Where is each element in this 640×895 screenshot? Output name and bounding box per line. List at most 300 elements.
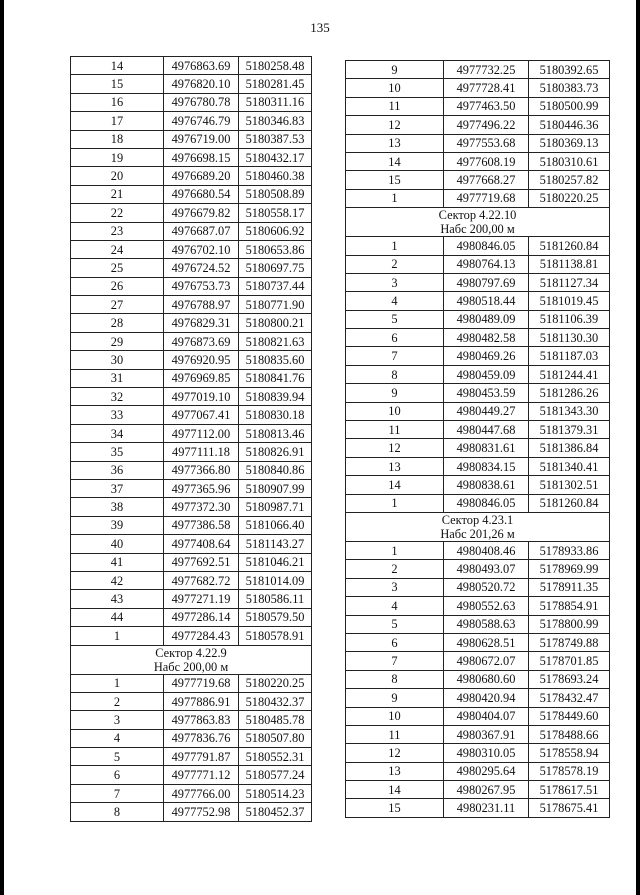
- point-number-cell: 9: [346, 689, 444, 707]
- table-row: [346, 476, 610, 494]
- y-coordinate-cell: 5178449.60: [529, 707, 610, 725]
- point-number-cell: 7: [346, 347, 444, 365]
- table-row: [346, 762, 610, 780]
- y-coordinate-cell: 5180460.38: [239, 167, 312, 185]
- y-coordinate-cell: 5180771.90: [239, 296, 312, 314]
- table-row: [71, 93, 312, 111]
- point-number-cell: 11: [346, 97, 444, 115]
- point-number-cell: 1: [71, 674, 164, 692]
- section-header-row: [346, 208, 610, 237]
- x-coordinate-cell: 4977372.30: [164, 498, 239, 516]
- table-row: [346, 171, 610, 189]
- y-coordinate-cell: 5180821.63: [239, 332, 312, 350]
- y-coordinate-cell: 5180579.50: [239, 608, 312, 626]
- x-coordinate-cell: 4977836.76: [164, 729, 239, 747]
- x-coordinate-cell: 4980404.07: [444, 707, 529, 725]
- y-coordinate-cell: 5178854.91: [529, 597, 610, 615]
- x-coordinate-cell: 4977692.51: [164, 553, 239, 571]
- table-row: [346, 97, 610, 115]
- y-coordinate-cell: 5180987.71: [239, 498, 312, 516]
- x-coordinate-cell: 4976788.97: [164, 296, 239, 314]
- table-row: [346, 402, 610, 420]
- point-number-cell: 23: [71, 222, 164, 240]
- table-row: [346, 273, 610, 291]
- table-row: [71, 692, 312, 710]
- x-coordinate-cell: 4977286.14: [164, 608, 239, 626]
- point-number-cell: 1: [346, 237, 444, 255]
- y-coordinate-cell: 5181260.84: [529, 494, 610, 512]
- y-coordinate-cell: 5180813.46: [239, 424, 312, 442]
- coordinates-table-right: [345, 60, 610, 818]
- point-number-cell: 5: [346, 310, 444, 328]
- y-coordinate-cell: 5180558.17: [239, 204, 312, 222]
- y-coordinate-cell: 5181379.31: [529, 421, 610, 439]
- table-row: [71, 296, 312, 314]
- table-row: [346, 189, 610, 207]
- table-row: [346, 457, 610, 475]
- table-row: [71, 627, 312, 645]
- point-number-cell: 25: [71, 259, 164, 277]
- x-coordinate-cell: 4977886.91: [164, 692, 239, 710]
- y-coordinate-cell: 5180258.48: [239, 57, 312, 75]
- table-row: [71, 443, 312, 461]
- x-coordinate-cell: 4976689.20: [164, 167, 239, 185]
- x-coordinate-cell: 4980489.09: [444, 310, 529, 328]
- point-number-cell: 6: [346, 633, 444, 651]
- x-coordinate-cell: 4980838.61: [444, 476, 529, 494]
- table-row: [346, 384, 610, 402]
- x-coordinate-cell: 4977682.72: [164, 571, 239, 589]
- y-coordinate-cell: 5180452.37: [239, 803, 312, 821]
- table-body-right: [346, 61, 610, 818]
- y-coordinate-cell: 5180552.31: [239, 748, 312, 766]
- table-row: [346, 421, 610, 439]
- table-row: [71, 332, 312, 350]
- point-number-cell: 21: [71, 185, 164, 203]
- x-coordinate-cell: 4977408.64: [164, 535, 239, 553]
- x-coordinate-cell: 4977719.68: [444, 189, 529, 207]
- point-number-cell: 27: [71, 296, 164, 314]
- table-row: [346, 799, 610, 817]
- y-coordinate-cell: 5180514.23: [239, 784, 312, 802]
- sector-height: Набс 201,26 м: [440, 526, 515, 541]
- point-number-cell: 15: [346, 171, 444, 189]
- x-coordinate-cell: 4980520.72: [444, 578, 529, 596]
- y-coordinate-cell: 5181302.51: [529, 476, 610, 494]
- y-coordinate-cell: 5181343.30: [529, 402, 610, 420]
- y-coordinate-cell: 5180507.80: [239, 729, 312, 747]
- table-row: [71, 535, 312, 553]
- point-number-cell: 9: [346, 384, 444, 402]
- y-coordinate-cell: 5181286.26: [529, 384, 610, 402]
- y-coordinate-cell: 5178933.86: [529, 541, 610, 559]
- point-number-cell: 35: [71, 443, 164, 461]
- y-coordinate-cell: 5180432.37: [239, 692, 312, 710]
- table-row: [71, 571, 312, 589]
- y-coordinate-cell: 5180281.45: [239, 75, 312, 93]
- point-number-cell: 34: [71, 424, 164, 442]
- table-row: [71, 314, 312, 332]
- point-number-cell: 22: [71, 204, 164, 222]
- y-coordinate-cell: 5178617.51: [529, 781, 610, 799]
- y-coordinate-cell: 5180578.91: [239, 627, 312, 645]
- point-number-cell: 15: [346, 799, 444, 817]
- y-coordinate-cell: 5180907.99: [239, 479, 312, 497]
- y-coordinate-cell: 5178693.24: [529, 670, 610, 688]
- y-coordinate-cell: 5181106.39: [529, 310, 610, 328]
- point-number-cell: 42: [71, 571, 164, 589]
- y-coordinate-cell: 5180310.61: [529, 152, 610, 170]
- point-number-cell: 10: [346, 707, 444, 725]
- table-body-left: [71, 57, 312, 822]
- table-row: [346, 578, 610, 596]
- table-row: [71, 711, 312, 729]
- x-coordinate-cell: 4977752.98: [164, 803, 239, 821]
- point-number-cell: 3: [71, 711, 164, 729]
- y-coordinate-cell: 5180220.25: [239, 674, 312, 692]
- table-row: [71, 130, 312, 148]
- x-coordinate-cell: 4980628.51: [444, 633, 529, 651]
- table-row: [346, 494, 610, 512]
- table-row: [71, 222, 312, 240]
- point-number-cell: 13: [346, 762, 444, 780]
- y-coordinate-cell: 5181138.81: [529, 255, 610, 273]
- x-coordinate-cell: 4977719.68: [164, 674, 239, 692]
- x-coordinate-cell: 4977284.43: [164, 627, 239, 645]
- y-coordinate-cell: 5180839.94: [239, 388, 312, 406]
- x-coordinate-cell: 4980459.09: [444, 365, 529, 383]
- table-row: [71, 204, 312, 222]
- point-number-cell: 30: [71, 351, 164, 369]
- sector-title: Сектор 4.22.10: [438, 208, 517, 223]
- table-row: [71, 674, 312, 692]
- point-number-cell: 3: [346, 273, 444, 291]
- table-row: [71, 388, 312, 406]
- x-coordinate-cell: 4977019.10: [164, 388, 239, 406]
- point-number-cell: 8: [71, 803, 164, 821]
- y-coordinate-cell: 5180311.16: [239, 93, 312, 111]
- table-row: [346, 689, 610, 707]
- table-row: [346, 61, 610, 79]
- x-coordinate-cell: 4977111.18: [164, 443, 239, 461]
- y-coordinate-cell: 5180257.82: [529, 171, 610, 189]
- table-row: [71, 57, 312, 75]
- y-coordinate-cell: 5180835.60: [239, 351, 312, 369]
- point-number-cell: 1: [71, 627, 164, 645]
- x-coordinate-cell: 4976680.54: [164, 185, 239, 203]
- x-coordinate-cell: 4976969.85: [164, 369, 239, 387]
- y-coordinate-cell: 5181127.34: [529, 273, 610, 291]
- y-coordinate-cell: 5180220.25: [529, 189, 610, 207]
- x-coordinate-cell: 4980267.95: [444, 781, 529, 799]
- point-number-cell: 16: [71, 93, 164, 111]
- point-number-cell: 11: [346, 725, 444, 743]
- table-row: [346, 237, 610, 255]
- y-coordinate-cell: 5180841.76: [239, 369, 312, 387]
- sector-height: Набс 200,00 м: [440, 222, 515, 237]
- y-coordinate-cell: 5180606.92: [239, 222, 312, 240]
- y-coordinate-cell: 5180697.75: [239, 259, 312, 277]
- point-number-cell: 28: [71, 314, 164, 332]
- point-number-cell: 39: [71, 516, 164, 534]
- y-coordinate-cell: 5180577.24: [239, 766, 312, 784]
- table-row: [346, 292, 610, 310]
- table-row: [346, 670, 610, 688]
- y-coordinate-cell: 5178558.94: [529, 744, 610, 762]
- x-coordinate-cell: 4977496.22: [444, 116, 529, 134]
- x-coordinate-cell: 4980367.91: [444, 725, 529, 743]
- y-coordinate-cell: 5180485.78: [239, 711, 312, 729]
- y-coordinate-cell: 5178911.35: [529, 578, 610, 596]
- point-number-cell: 7: [71, 784, 164, 802]
- x-coordinate-cell: 4980449.27: [444, 402, 529, 420]
- sector-title: Сектор 4.23.1: [441, 512, 514, 527]
- table-row: [71, 167, 312, 185]
- table-row: [71, 590, 312, 608]
- x-coordinate-cell: 4977366.80: [164, 461, 239, 479]
- point-number-cell: 5: [346, 615, 444, 633]
- x-coordinate-cell: 4977067.41: [164, 406, 239, 424]
- y-coordinate-cell: 5178701.85: [529, 652, 610, 670]
- y-coordinate-cell: 5181014.09: [239, 571, 312, 589]
- y-coordinate-cell: 5180840.86: [239, 461, 312, 479]
- y-coordinate-cell: 5178488.66: [529, 725, 610, 743]
- y-coordinate-cell: 5181046.21: [239, 553, 312, 571]
- x-coordinate-cell: 4977608.19: [444, 152, 529, 170]
- x-coordinate-cell: 4980420.94: [444, 689, 529, 707]
- y-coordinate-cell: 5181340.41: [529, 457, 610, 475]
- x-coordinate-cell: 4977863.83: [164, 711, 239, 729]
- table-row: [346, 744, 610, 762]
- y-coordinate-cell: 5180432.17: [239, 148, 312, 166]
- point-number-cell: 1: [346, 541, 444, 559]
- y-coordinate-cell: 5180369.13: [529, 134, 610, 152]
- y-coordinate-cell: 5180392.65: [529, 61, 610, 79]
- point-number-cell: 20: [71, 167, 164, 185]
- point-number-cell: 8: [346, 365, 444, 383]
- table-row: [71, 148, 312, 166]
- y-coordinate-cell: 5178749.88: [529, 633, 610, 651]
- x-coordinate-cell: 4976746.79: [164, 112, 239, 130]
- x-coordinate-cell: 4977271.19: [164, 590, 239, 608]
- point-number-cell: 2: [346, 255, 444, 273]
- y-coordinate-cell: 5180653.86: [239, 240, 312, 258]
- table-row: [71, 277, 312, 295]
- y-coordinate-cell: 5181143.27: [239, 535, 312, 553]
- table-row: [71, 498, 312, 516]
- y-coordinate-cell: 5181066.40: [239, 516, 312, 534]
- table-row: [346, 615, 610, 633]
- point-number-cell: 1: [346, 189, 444, 207]
- point-number-cell: 4: [71, 729, 164, 747]
- point-number-cell: 9: [346, 61, 444, 79]
- point-number-cell: 6: [71, 766, 164, 784]
- table-row: [71, 784, 312, 802]
- table-row: [346, 365, 610, 383]
- x-coordinate-cell: 4977791.87: [164, 748, 239, 766]
- table-row: [346, 541, 610, 559]
- x-coordinate-cell: 4980310.05: [444, 744, 529, 762]
- table-row: [71, 608, 312, 626]
- point-number-cell: 41: [71, 553, 164, 571]
- x-coordinate-cell: 4977463.50: [444, 97, 529, 115]
- table-row: [71, 424, 312, 442]
- point-number-cell: 12: [346, 439, 444, 457]
- y-coordinate-cell: 5180830.18: [239, 406, 312, 424]
- point-number-cell: 44: [71, 608, 164, 626]
- table-row: [71, 259, 312, 277]
- x-coordinate-cell: 4977365.96: [164, 479, 239, 497]
- point-number-cell: 31: [71, 369, 164, 387]
- point-number-cell: 6: [346, 329, 444, 347]
- x-coordinate-cell: 4977386.58: [164, 516, 239, 534]
- coordinates-table-left: [70, 56, 312, 822]
- y-coordinate-cell: 5181260.84: [529, 237, 610, 255]
- point-number-cell: 33: [71, 406, 164, 424]
- table-row: [346, 310, 610, 328]
- x-coordinate-cell: 4976873.69: [164, 332, 239, 350]
- x-coordinate-cell: 4980408.46: [444, 541, 529, 559]
- point-number-cell: 10: [346, 402, 444, 420]
- x-coordinate-cell: 4976753.73: [164, 277, 239, 295]
- table-row: [71, 516, 312, 534]
- table-row: [346, 329, 610, 347]
- table-row: [71, 75, 312, 93]
- y-coordinate-cell: 5180508.89: [239, 185, 312, 203]
- x-coordinate-cell: 4980295.64: [444, 762, 529, 780]
- y-coordinate-cell: 5181130.30: [529, 329, 610, 347]
- scan-edge-right: [636, 0, 640, 895]
- table-row: [71, 185, 312, 203]
- x-coordinate-cell: 4980588.63: [444, 615, 529, 633]
- table-row: [346, 707, 610, 725]
- table-row: [71, 240, 312, 258]
- x-coordinate-cell: 4980453.59: [444, 384, 529, 402]
- x-coordinate-cell: 4976679.82: [164, 204, 239, 222]
- x-coordinate-cell: 4980764.13: [444, 255, 529, 273]
- table-row: [71, 351, 312, 369]
- table-row: [346, 347, 610, 365]
- point-number-cell: 8: [346, 670, 444, 688]
- section-header: [346, 512, 610, 541]
- x-coordinate-cell: 4980482.58: [444, 329, 529, 347]
- y-coordinate-cell: 5178800.99: [529, 615, 610, 633]
- point-number-cell: 12: [346, 744, 444, 762]
- point-number-cell: 4: [346, 292, 444, 310]
- y-coordinate-cell: 5181019.45: [529, 292, 610, 310]
- point-number-cell: 40: [71, 535, 164, 553]
- table-row: [346, 152, 610, 170]
- table-row: [346, 633, 610, 651]
- x-coordinate-cell: 4980672.07: [444, 652, 529, 670]
- x-coordinate-cell: 4976820.10: [164, 75, 239, 93]
- table-row: [346, 560, 610, 578]
- point-number-cell: 29: [71, 332, 164, 350]
- point-number-cell: 43: [71, 590, 164, 608]
- point-number-cell: 5: [71, 748, 164, 766]
- x-coordinate-cell: 4976698.15: [164, 148, 239, 166]
- point-number-cell: 11: [346, 421, 444, 439]
- x-coordinate-cell: 4977766.00: [164, 784, 239, 802]
- point-number-cell: 24: [71, 240, 164, 258]
- y-coordinate-cell: 5180500.99: [529, 97, 610, 115]
- x-coordinate-cell: 4980680.60: [444, 670, 529, 688]
- table-row: [346, 781, 610, 799]
- x-coordinate-cell: 4980493.07: [444, 560, 529, 578]
- x-coordinate-cell: 4977728.41: [444, 79, 529, 97]
- y-coordinate-cell: 5180586.11: [239, 590, 312, 608]
- page-number: 135: [310, 20, 330, 35]
- table-row: [71, 369, 312, 387]
- point-number-cell: 19: [71, 148, 164, 166]
- y-coordinate-cell: 5180737.44: [239, 277, 312, 295]
- point-number-cell: 17: [71, 112, 164, 130]
- point-number-cell: 37: [71, 479, 164, 497]
- x-coordinate-cell: 4977668.27: [444, 171, 529, 189]
- x-coordinate-cell: 4980846.05: [444, 237, 529, 255]
- x-coordinate-cell: 4980831.61: [444, 439, 529, 457]
- y-coordinate-cell: 5178432.47: [529, 689, 610, 707]
- x-coordinate-cell: 4976863.69: [164, 57, 239, 75]
- x-coordinate-cell: 4980797.69: [444, 273, 529, 291]
- table-row: [71, 112, 312, 130]
- x-coordinate-cell: 4976719.00: [164, 130, 239, 148]
- x-coordinate-cell: 4980447.68: [444, 421, 529, 439]
- y-coordinate-cell: 5178969.99: [529, 560, 610, 578]
- x-coordinate-cell: 4976780.78: [164, 93, 239, 111]
- point-number-cell: 4: [346, 597, 444, 615]
- x-coordinate-cell: 4977771.12: [164, 766, 239, 784]
- point-number-cell: 10: [346, 79, 444, 97]
- table-row: [71, 748, 312, 766]
- table-row: [346, 134, 610, 152]
- point-number-cell: 14: [346, 476, 444, 494]
- point-number-cell: 12: [346, 116, 444, 134]
- point-number-cell: 26: [71, 277, 164, 295]
- sector-height: Набс 200,00 м: [153, 659, 229, 674]
- x-coordinate-cell: 4980518.44: [444, 292, 529, 310]
- x-coordinate-cell: 4980469.26: [444, 347, 529, 365]
- point-number-cell: 13: [346, 134, 444, 152]
- sector-title: Сектор 4.22.9: [155, 645, 227, 660]
- table-row: [346, 725, 610, 743]
- table-row: [346, 79, 610, 97]
- table-row: [71, 406, 312, 424]
- point-number-cell: 38: [71, 498, 164, 516]
- table-row: [71, 479, 312, 497]
- x-coordinate-cell: 4977553.68: [444, 134, 529, 152]
- y-coordinate-cell: 5180826.91: [239, 443, 312, 461]
- section-header: [71, 645, 312, 674]
- scan-edge-left: [0, 0, 4, 895]
- y-coordinate-cell: 5181187.03: [529, 347, 610, 365]
- point-number-cell: 32: [71, 388, 164, 406]
- table-row: [346, 255, 610, 273]
- point-number-cell: 2: [346, 560, 444, 578]
- table-row: [346, 597, 610, 615]
- table-row: [71, 461, 312, 479]
- x-coordinate-cell: 4977112.00: [164, 424, 239, 442]
- table-row: [346, 439, 610, 457]
- x-coordinate-cell: 4980846.05: [444, 494, 529, 512]
- y-coordinate-cell: 5181244.41: [529, 365, 610, 383]
- y-coordinate-cell: 5180800.21: [239, 314, 312, 332]
- x-coordinate-cell: 4976702.10: [164, 240, 239, 258]
- x-coordinate-cell: 4976724.52: [164, 259, 239, 277]
- point-number-cell: 18: [71, 130, 164, 148]
- y-coordinate-cell: 5181386.84: [529, 439, 610, 457]
- y-coordinate-cell: 5180346.83: [239, 112, 312, 130]
